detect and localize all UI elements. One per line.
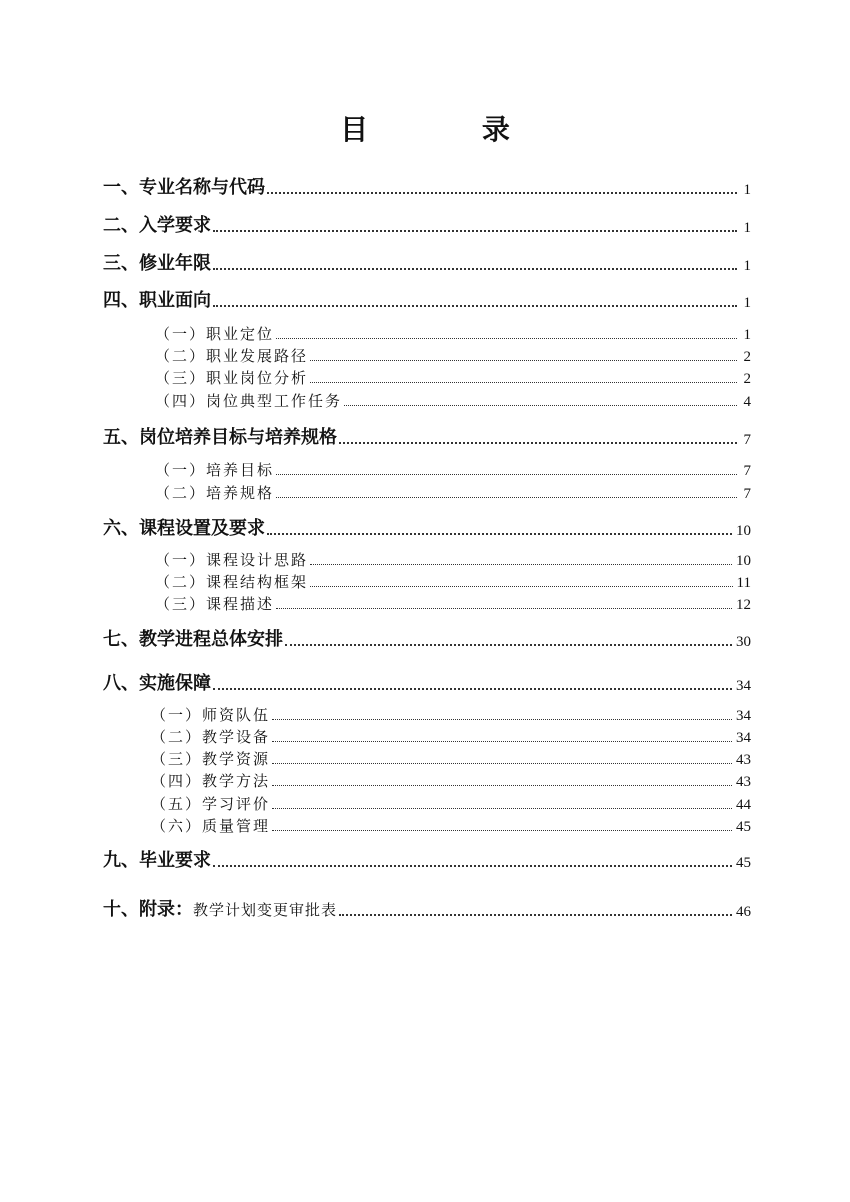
toc-entry-page: 10 [736,523,751,539]
toc-entry-label: （二）课程结构框架 [155,573,309,591]
toc-entry-label: （三）职业岗位分析 [155,369,309,387]
dot-leader [272,741,732,742]
toc-entry-label: 四、职业面向 [103,290,211,311]
dot-leader [272,719,732,720]
dot-leader [276,608,732,609]
toc-entry[interactable] [103,625,751,651]
toc-entry-label: 十、附录： [103,899,193,920]
toc-entry-page: 34 [736,730,751,746]
toc-entry-page: 43 [736,774,751,790]
toc-entry-label: （五）学习评价 [151,795,271,813]
toc-subentry[interactable] [155,366,751,388]
dot-leader [213,865,732,867]
toc-entry[interactable] [103,249,751,275]
toc-entry-page: 45 [736,819,751,835]
toc-entry-page: 2 [743,371,751,387]
toc-subentry[interactable] [155,322,751,344]
toc-entry-label: 六、课程设置及要求 [103,518,265,539]
dot-leader [272,808,732,809]
toc-entry-page: 1 [743,258,751,274]
dot-leader [267,192,737,194]
toc-entry-label: （一）师资队伍 [151,706,271,724]
toc-subentry[interactable] [155,389,751,411]
dot-leader [344,405,737,406]
dot-leader [213,305,737,307]
dot-leader [276,474,737,475]
toc-entry-label: 九、毕业要求 [103,850,211,871]
toc-entry-label: 一、专业名称与代码 [103,177,265,198]
dot-leader [213,688,732,690]
dot-leader [285,644,732,646]
toc-entry-page: 1 [743,220,751,236]
toc-entry-label: （三）教学资源 [151,750,271,768]
dot-leader [213,268,737,270]
toc-entry-page: 7 [743,432,751,448]
toc-entry-label: （一）培养目标 [155,461,275,479]
toc-entry-label: 五、岗位培养目标与培养规格 [103,427,337,448]
toc-entry[interactable] [103,846,751,872]
toc-entry-label: （二）培养规格 [155,484,275,502]
toc-entry-label: （四）岗位典型工作任务 [155,392,343,410]
toc-entry-label: （二）职业发展路径 [155,347,309,365]
dot-leader [310,360,737,361]
dot-leader [310,382,737,383]
toc-entry[interactable] [103,895,751,921]
dot-leader [310,564,732,565]
dot-leader [339,914,732,916]
dot-leader [272,763,732,764]
toc-entry-page: 12 [736,597,751,613]
toc-entry-label: （三）课程描述 [155,595,275,613]
toc-entry-page: 1 [743,182,751,198]
toc-subentry[interactable] [151,792,751,814]
dot-leader [276,497,737,498]
toc-entry-page: 34 [736,678,751,694]
toc-subentry[interactable] [155,481,751,503]
toc-entry-page: 7 [743,463,751,479]
toc-entry-page: 10 [736,553,751,569]
toc-entry-label: （一）职业定位 [155,325,275,343]
toc-entry[interactable] [103,423,751,449]
toc-entry-page: 30 [736,634,751,650]
toc-entry-page: 7 [743,486,751,502]
toc-subentry[interactable] [155,592,751,614]
toc-subentry[interactable] [151,769,751,791]
dot-leader [267,533,732,535]
toc-entry[interactable] [103,286,751,312]
page-title: 目 录 [340,113,562,146]
toc-subentry[interactable] [155,548,751,570]
dot-leader [310,586,733,587]
toc-entry[interactable] [103,211,751,237]
toc-entry-page: 44 [736,797,751,813]
toc-subentry[interactable] [155,458,751,480]
dot-leader [213,230,737,232]
toc-entry-label: 三、修业年限 [103,253,211,274]
toc-subentry[interactable] [151,814,751,836]
toc-subentry[interactable] [155,344,751,366]
toc-entry-page: 45 [736,855,751,871]
dot-leader [339,442,737,444]
toc-entry[interactable] [103,514,751,540]
toc-entry-page: 46 [736,904,751,920]
dot-leader [272,785,732,786]
toc-entry-label: 七、教学进程总体安排 [103,629,283,650]
toc-entry[interactable] [103,669,751,695]
toc-subentry[interactable] [151,703,751,725]
toc-entry-page: 11 [736,575,751,591]
toc-entry-label: （一）课程设计思路 [155,551,309,569]
toc-subentry[interactable] [151,725,751,747]
toc-entry-page: 2 [743,349,751,365]
toc-entry-page: 1 [743,327,751,343]
toc-subentry[interactable] [151,747,751,769]
toc-entry-label: 八、实施保障 [103,673,211,694]
toc-subentry[interactable] [155,570,751,592]
toc-entry[interactable] [103,173,751,199]
toc-entry-label: （六）质量管理 [151,817,271,835]
toc-entry-page: 43 [736,752,751,768]
toc-entry-label: （四）教学方法 [151,772,271,790]
toc-entry-page: 4 [743,394,751,410]
toc-entry-label: 二、入学要求 [103,215,211,236]
toc-entry-page: 1 [743,295,751,311]
toc-entry-label: （二）教学设备 [151,728,271,746]
toc-entry-label-suffix: 教学计划变更审批表 [193,901,338,919]
toc-entry-page: 34 [736,708,751,724]
dot-leader [272,830,732,831]
toc-entry-label-group [103,895,337,921]
dot-leader [276,338,737,339]
